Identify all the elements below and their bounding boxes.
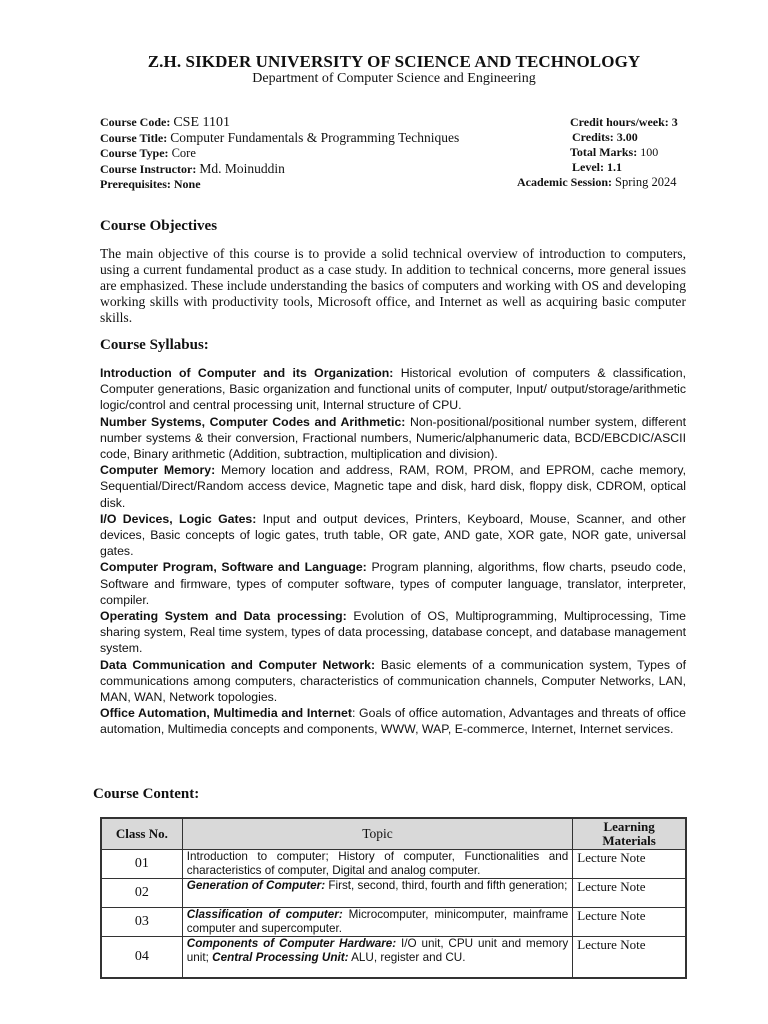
university-title: Z.H. SIKDER UNIVERSITY OF SCIENCE AND TECHNOLOGY (147, 52, 641, 71)
topic-bold-heading: Components of Computer Hardware: (186, 937, 397, 950)
total-marks-value: 100 (640, 145, 659, 159)
syllabus-item (100, 608, 686, 657)
course-title-value: Computer Fundamentals & Programming Techniques (170, 130, 460, 145)
topic-text: First, second, third, fourth and fifth generation; (325, 879, 568, 892)
course-instructor (100, 161, 459, 177)
course-type-label: Course Type: (100, 146, 169, 160)
syllabus-item-text: Non-positional/positional number system, different number systems & their conversion, Fractional numbers, Numeric/alphanumeric data, BCD/EBCDIC/ASCII code, Binary arithmetic (Addition, subtraction, multiplication and division). (100, 414, 686, 462)
topic-text: ALU, register and CU. (348, 950, 466, 964)
class-no-cell: 01 (101, 850, 182, 879)
department-name: Department of Computer Science and Engineering (252, 71, 536, 86)
total-marks-label: Total Marks: (570, 145, 638, 159)
course-content-heading: Course Content: (93, 786, 200, 802)
course-type (100, 146, 459, 161)
table-row (101, 850, 686, 879)
course-code-label: Course Code: (100, 115, 171, 129)
level-value: 1.1 (607, 160, 622, 174)
course-type-value: Core (171, 146, 196, 160)
credit-hours-label: Credit hours/week: (570, 115, 669, 129)
topic-text: I/O unit, CPU unit and memory unit; (186, 937, 569, 964)
course-code-value: CSE 1101 (173, 115, 230, 130)
topic-cell (182, 879, 572, 908)
syllabus-item-heading: Computer Memory: (100, 463, 216, 478)
prerequisites-label: Prerequisites: (100, 177, 171, 191)
syllabus-list (100, 365, 686, 738)
syllabus-item (100, 414, 686, 463)
academic-session-label: Academic Session: (517, 175, 612, 189)
syllabus-item-text: Memory location and address, RAM, ROM, PROM, and EPROM, cache memory, Sequential/Direct/Random access device, Magnetic tape and disk, hard disk, floppy disk, CDROM, optical disk. (100, 463, 687, 510)
syllabus-item-heading: Introduction of Computer and its Organization: (100, 366, 394, 380)
class-no-cell: 02 (101, 879, 182, 908)
topic-cell (182, 908, 572, 937)
syllabus-heading: Course Syllabus: (100, 337, 209, 353)
course-instructor-value: Md. Moinuddin (199, 161, 285, 176)
course-content-table (100, 817, 687, 979)
syllabus-item (100, 365, 686, 414)
course-title-label: Course Title: (100, 131, 168, 145)
syllabus-item-heading: Number Systems, Computer Codes and Arithmetic: (100, 414, 406, 429)
academic-session-value: Spring 2024 (615, 175, 677, 189)
course-title (100, 130, 459, 146)
topic-text: Introduction to computer; History of computer, Functionalities and characteristics of computer, Digital and analog computer. (186, 850, 569, 877)
credit-hours (570, 115, 678, 130)
credits (572, 130, 638, 145)
course-info-left (100, 115, 459, 192)
topic-cell (182, 937, 572, 979)
syllabus-item-heading: Computer Program, Software and Language: (100, 560, 367, 575)
topic-cell (182, 850, 572, 879)
credits-value: 3.00 (616, 130, 638, 144)
objectives-text: The main objective of this course is to provide a solid technical overview of introduction to computers, using a current fundamental product as a case study. In addition to technical concerns, more general issues are emphasized. These include understanding the basics of computers and working with OS and developing working skills with productivity tools, Microsoft office, and Internet as well as acquiring basic computer skills. (100, 246, 686, 325)
material-cell: Lecture Note (573, 908, 686, 937)
syllabus-item-heading: Operating System and Data processing: (100, 609, 347, 624)
material-cell: Lecture Note (573, 937, 686, 979)
topic-text: Microcomputer, minicomputer, mainframe computer and supercomputer. (186, 908, 569, 935)
topic-bold-heading: Central Processing Unit: (212, 950, 349, 964)
topic-bold-heading: Classification of computer: (186, 908, 343, 921)
topic-bold-heading: Generation of Computer: (186, 879, 326, 892)
material-cell: Lecture Note (573, 850, 686, 879)
class-no-cell: 04 (101, 937, 182, 979)
syllabus-item (100, 462, 686, 511)
objectives-heading: Course Objectives (100, 218, 218, 234)
syllabus-item-heading: Data Communication and Computer Network: (100, 657, 376, 672)
syllabus-item (100, 657, 686, 706)
academic-session (517, 175, 676, 190)
column-header-learning-materials: Learning Materials (573, 818, 686, 850)
syllabus-item-heading: Office Automation, Multimedia and Internet (100, 706, 352, 721)
syllabus-item (100, 559, 686, 608)
syllabus-item-text: Basic elements of a communication system, Types of communications among computers, characteristics of communication channels, Computer Networks, LAN, MAN, WAN, Network topologies. (100, 657, 686, 705)
column-header-class-no: Class No. (101, 818, 182, 850)
level (572, 160, 622, 175)
table-row (101, 937, 686, 979)
table-header-row (101, 818, 686, 850)
total-marks (570, 145, 658, 160)
credits-label: Credits: (572, 130, 614, 144)
syllabus-item-text: Evolution of OS, Multiprogramming, Multiprocessing, Time sharing system, Real time system, types of data processing, database concept, and database management system. (100, 609, 686, 656)
table-row (101, 908, 686, 937)
table-row (101, 879, 686, 908)
prerequisites-value: None (173, 177, 201, 191)
class-no-cell: 03 (101, 908, 182, 937)
syllabus-item-text: : Goals of office automation, Advantages and threats of office automation, Multimedia concepts and components, WWW, WAP, E-commerce, Internet, Internet services. (100, 706, 686, 737)
course-code (100, 115, 459, 130)
syllabus-item-heading: I/O Devices, Logic Gates: (100, 511, 257, 526)
syllabus-item-text: Historical evolution of computers & classification, Computer generations, Basic organization and functional units of computer, Input/ output/storage/arithmetic logic/control and central processing unit, Internal structure of CPU. (100, 366, 687, 413)
syllabus-item-text: Program planning, algorithms, flow charts, pseudo code, Software and firmware, types of computer software, types of computer language, translator, interpreter, compiler. (100, 560, 686, 607)
prerequisites (100, 177, 459, 192)
syllabus-item (100, 705, 686, 737)
syllabus-item (100, 511, 686, 560)
column-header-topic: Topic (182, 818, 572, 850)
level-label: Level: (572, 160, 604, 174)
course-instructor-label: Course Instructor: (100, 162, 197, 176)
material-cell: Lecture Note (573, 879, 686, 908)
syllabus-item-text: Input and output devices, Printers, Keyboard, Mouse, Scanner, and other devices, Basic concepts of logic gates, truth table, OR gate, AND gate, XOR gate, NOR gate, universal gates. (100, 511, 686, 559)
credit-hours-value: 3 (671, 115, 678, 129)
